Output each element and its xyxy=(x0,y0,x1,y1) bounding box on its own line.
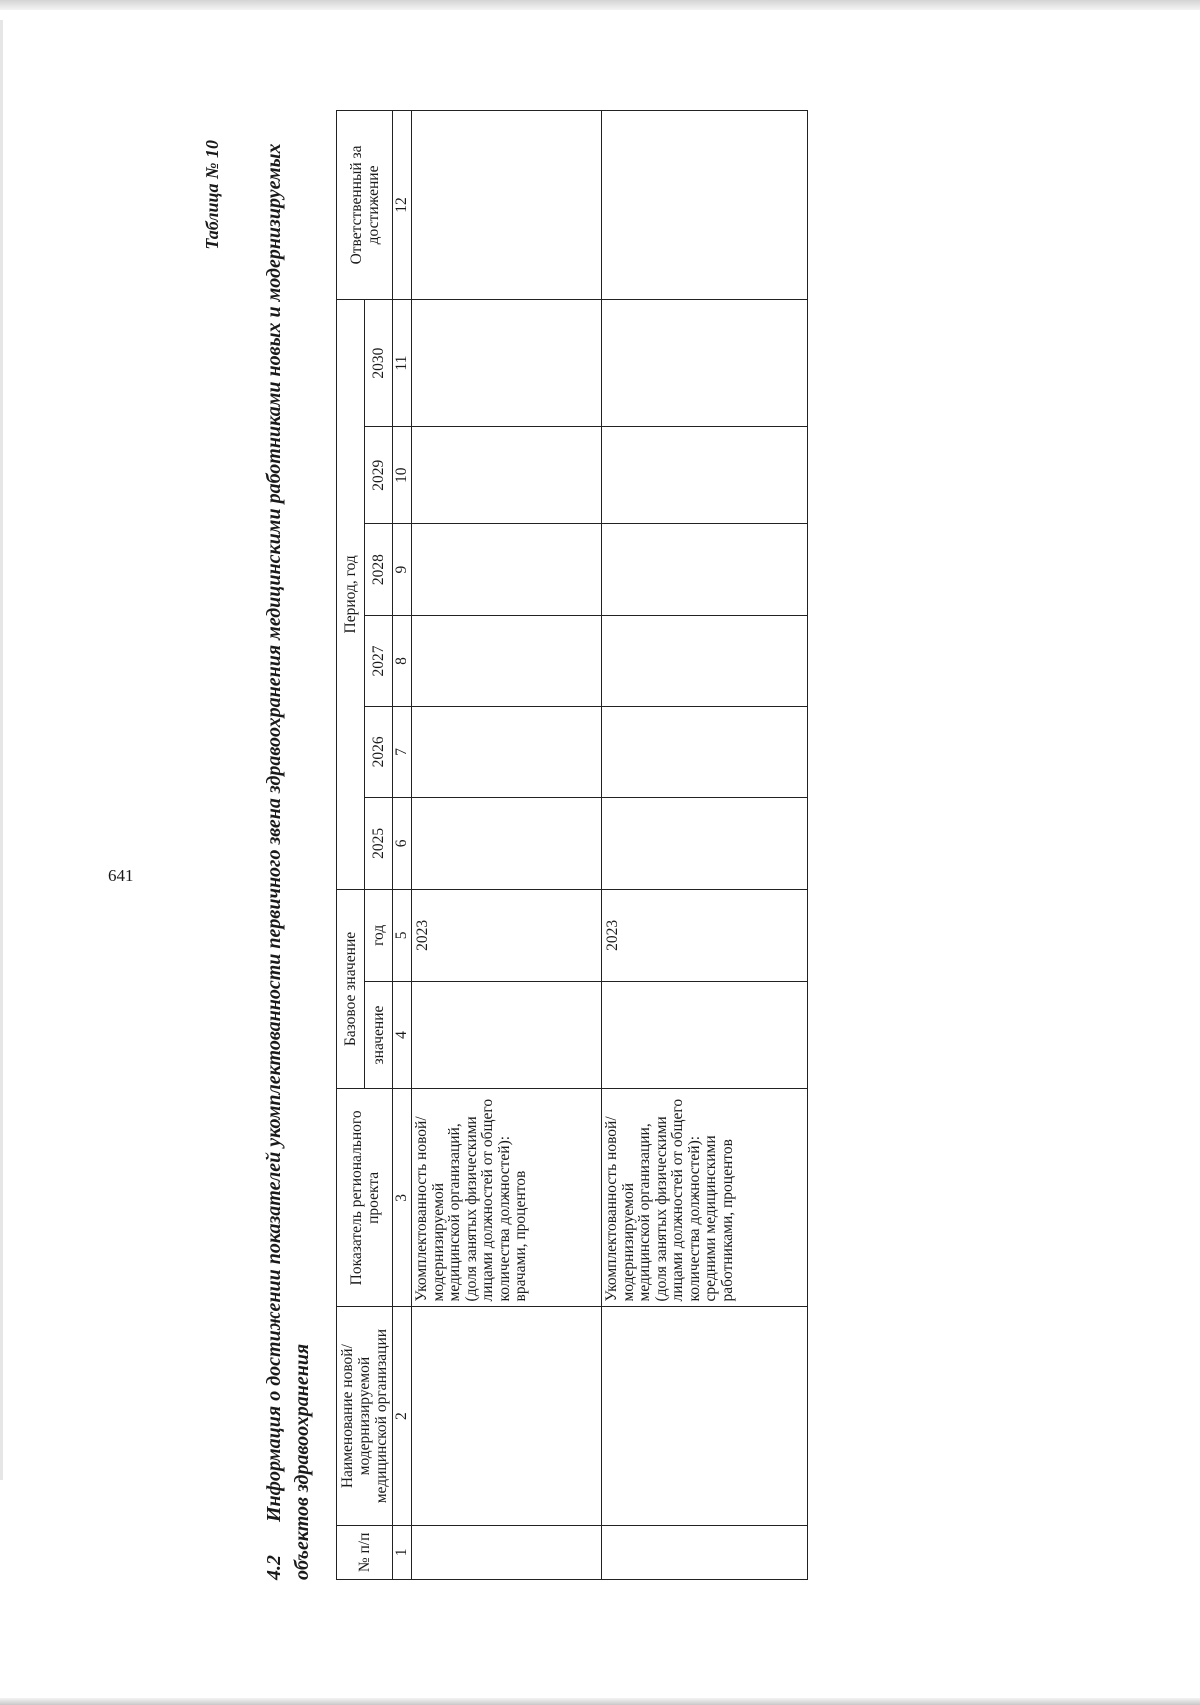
cell-org-name xyxy=(412,1307,602,1525)
cell-value-2028 xyxy=(602,524,808,616)
column-number: 10 xyxy=(393,427,412,524)
scan-edge-bottom xyxy=(0,1698,1200,1705)
report-table xyxy=(336,110,808,1580)
cell-indicator: Укомплектованность новой/модернизируемой медицинской организации, (доля занятых физическими лицами должностей от общего количества должностей): средними медицинскими работниками, процентов xyxy=(602,1089,808,1307)
header-num: № п/п xyxy=(337,1525,393,1579)
column-number: 4 xyxy=(393,981,412,1088)
header-year-2030: 2030 xyxy=(365,299,393,427)
section-heading xyxy=(260,130,316,1580)
column-number: 11 xyxy=(393,299,412,427)
scan-edge-left xyxy=(0,20,3,1480)
cell-base-year: 2023 xyxy=(602,889,808,981)
table-row xyxy=(602,111,808,1580)
header-year-2028: 2028 xyxy=(365,524,393,616)
column-number: 2 xyxy=(393,1307,412,1525)
cell-org-name xyxy=(602,1307,808,1525)
cell-value-2027 xyxy=(412,616,602,707)
cell-value-2029 xyxy=(412,427,602,524)
column-number: 3 xyxy=(393,1089,412,1307)
column-number: 6 xyxy=(393,797,412,889)
cell-responsible xyxy=(412,111,602,300)
scan-edge-top xyxy=(0,0,1200,10)
header-row-1 xyxy=(337,111,365,1580)
column-number: 7 xyxy=(393,706,412,797)
cell-value-2026 xyxy=(602,706,808,797)
header-base-value: значение xyxy=(365,981,393,1088)
cell-base-value xyxy=(602,981,808,1088)
cell-value-2029 xyxy=(602,427,808,524)
cell-indicator: Укомплектованность новой/модернизируемой медицинской организаций, (доля занятых физическими лицами должностей от общего количества должностей): врачами, процентов xyxy=(412,1089,602,1307)
header-year-2025: 2025 xyxy=(365,797,393,889)
column-number-row xyxy=(393,111,412,1580)
header-indicator: Показатель регионального проекта xyxy=(337,1089,393,1307)
page-number: 641 xyxy=(108,866,134,885)
cell-base-value xyxy=(412,981,602,1088)
header-year-2027: 2027 xyxy=(365,616,393,707)
column-number: 12 xyxy=(393,111,412,300)
cell-base-year: 2023 xyxy=(412,889,602,981)
cell-num xyxy=(412,1525,602,1579)
cell-value-2027 xyxy=(602,616,808,707)
section-title: Информация о достижении показателей укомплектованности первичного звена здравоохранения медицинскими работниками новых и модернизируемых объектов здравоохранения xyxy=(263,143,313,1580)
cell-value-2025 xyxy=(412,797,602,889)
table-label: Таблица № 10 xyxy=(202,140,222,250)
header-base-year: год xyxy=(365,889,393,981)
cell-value-2030 xyxy=(412,299,602,427)
cell-responsible xyxy=(602,111,808,300)
section-number: 4.2 xyxy=(263,1555,285,1580)
column-number: 5 xyxy=(393,889,412,981)
column-number: 1 xyxy=(393,1525,412,1579)
cell-value-2030 xyxy=(602,299,808,427)
rotated-page-content xyxy=(202,90,820,1590)
header-responsible: Ответственный за достижение xyxy=(337,111,393,300)
column-number: 9 xyxy=(393,524,412,616)
header-year-2026: 2026 xyxy=(365,706,393,797)
header-year-2029: 2029 xyxy=(365,427,393,524)
header-org-name: Наименование новой/модернизируемой медицинской организации xyxy=(337,1307,393,1525)
cell-value-2026 xyxy=(412,706,602,797)
header-period-group: Период, год xyxy=(337,299,365,889)
header-base-group: Базовое значение xyxy=(337,889,365,1088)
cell-num xyxy=(602,1525,808,1579)
table-row xyxy=(412,111,602,1580)
column-number: 8 xyxy=(393,616,412,707)
cell-value-2025 xyxy=(602,797,808,889)
cell-value-2028 xyxy=(412,524,602,616)
